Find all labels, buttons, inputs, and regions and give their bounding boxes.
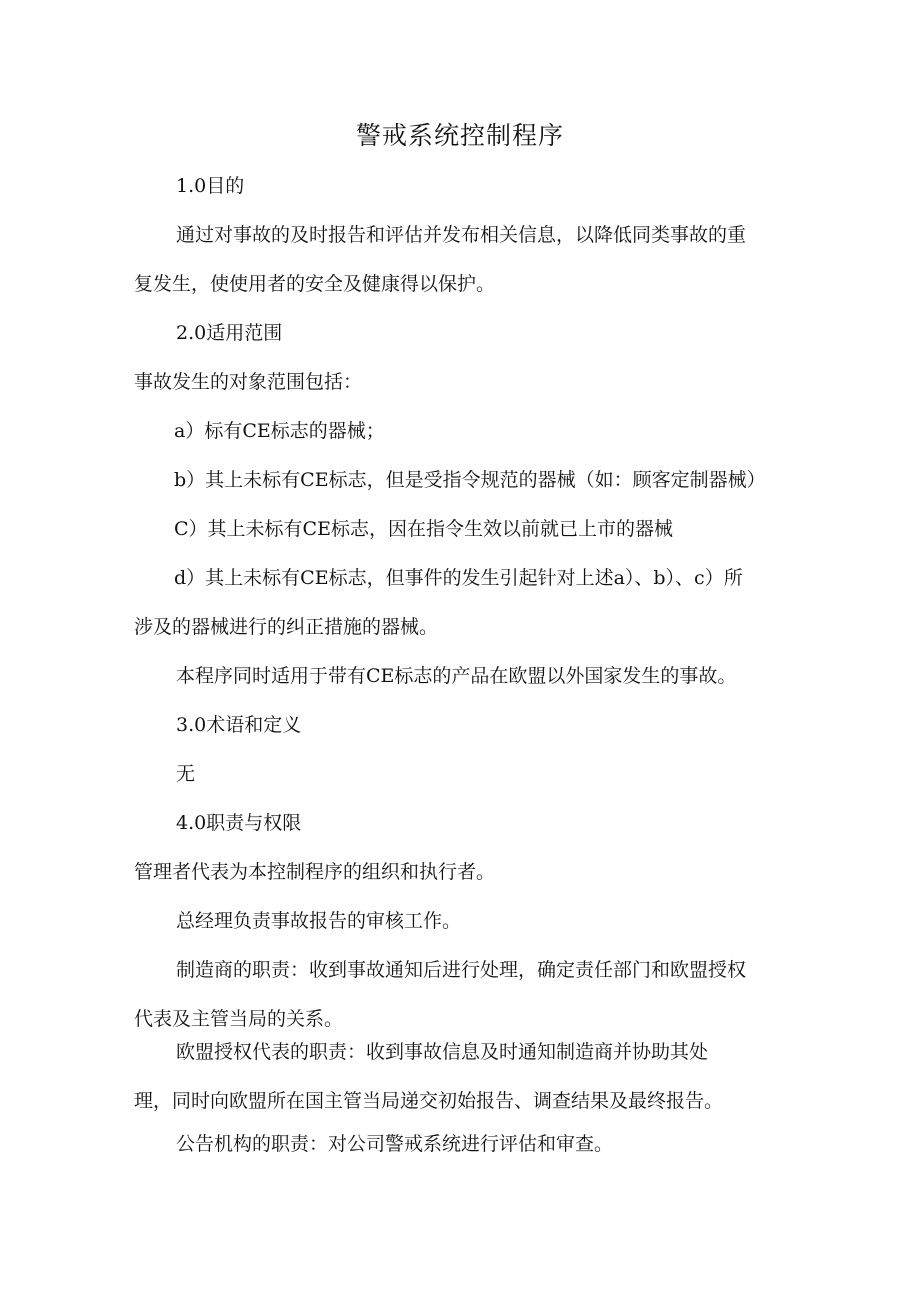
responsibilities-p1: 管理者代表为本控制程序的组织和执行者。 xyxy=(134,861,496,883)
section-heading-terms: 3.0术语和定义 xyxy=(176,714,302,736)
scope-intro: 事故发生的对象范围包括： xyxy=(134,371,363,393)
scope-item-d-line-2: 涉及的器械进行的纠正措施的器械。 xyxy=(134,616,439,638)
section-heading-purpose: 1.0目的 xyxy=(176,175,245,197)
section-heading-responsibilities: 4.0职责与权限 xyxy=(176,812,302,834)
responsibilities-p3-line-1: 制造商的职责：收到事故通知后进行处理，确定责任部门和欧盟授权 xyxy=(176,959,747,981)
scope-item-a: a）标有CE标志的器械； xyxy=(174,420,385,442)
responsibilities-p4-line-2: 理，同时向欧盟所在国主管当局递交初始报告、调查结果及最终报告。 xyxy=(134,1090,724,1112)
purpose-text-line-1: 通过对事故的及时报告和评估并发布相关信息，以降低同类事故的重 xyxy=(176,224,747,246)
scope-item-d-line-1: d）其上未标有CE标志，但事件的发生引起针对上述a）、b）、c）所 xyxy=(174,567,743,589)
responsibilities-p2: 总经理负责事故报告的审核工作。 xyxy=(176,910,462,932)
responsibilities-p3-line-2: 代表及主管当局的关系。 xyxy=(134,1008,344,1030)
scope-item-c: C）其上未标有CE标志，因在指令生效以前就已上市的器械 xyxy=(174,518,673,540)
terms-text: 无 xyxy=(176,763,196,785)
purpose-text-line-2: 复发生，使使用者的安全及健康得以保护。 xyxy=(134,273,496,295)
section-heading-scope: 2.0适用范围 xyxy=(176,322,283,344)
responsibilities-p4-line-1: 欧盟授权代表的职责：收到事故信息及时通知制造商并协助其处 xyxy=(176,1041,709,1063)
scope-note: 本程序同时适用于带有CE标志的产品在欧盟以外国家发生的事故。 xyxy=(176,665,737,687)
scope-item-b: b）其上未标有CE标志，但是受指令规范的器械（如：顾客定制器械） xyxy=(174,469,766,491)
responsibilities-p5: 公告机构的职责：对公司警戒系统进行评估和审查。 xyxy=(176,1133,614,1155)
document-title: 警戒系统控制程序 xyxy=(355,121,564,150)
